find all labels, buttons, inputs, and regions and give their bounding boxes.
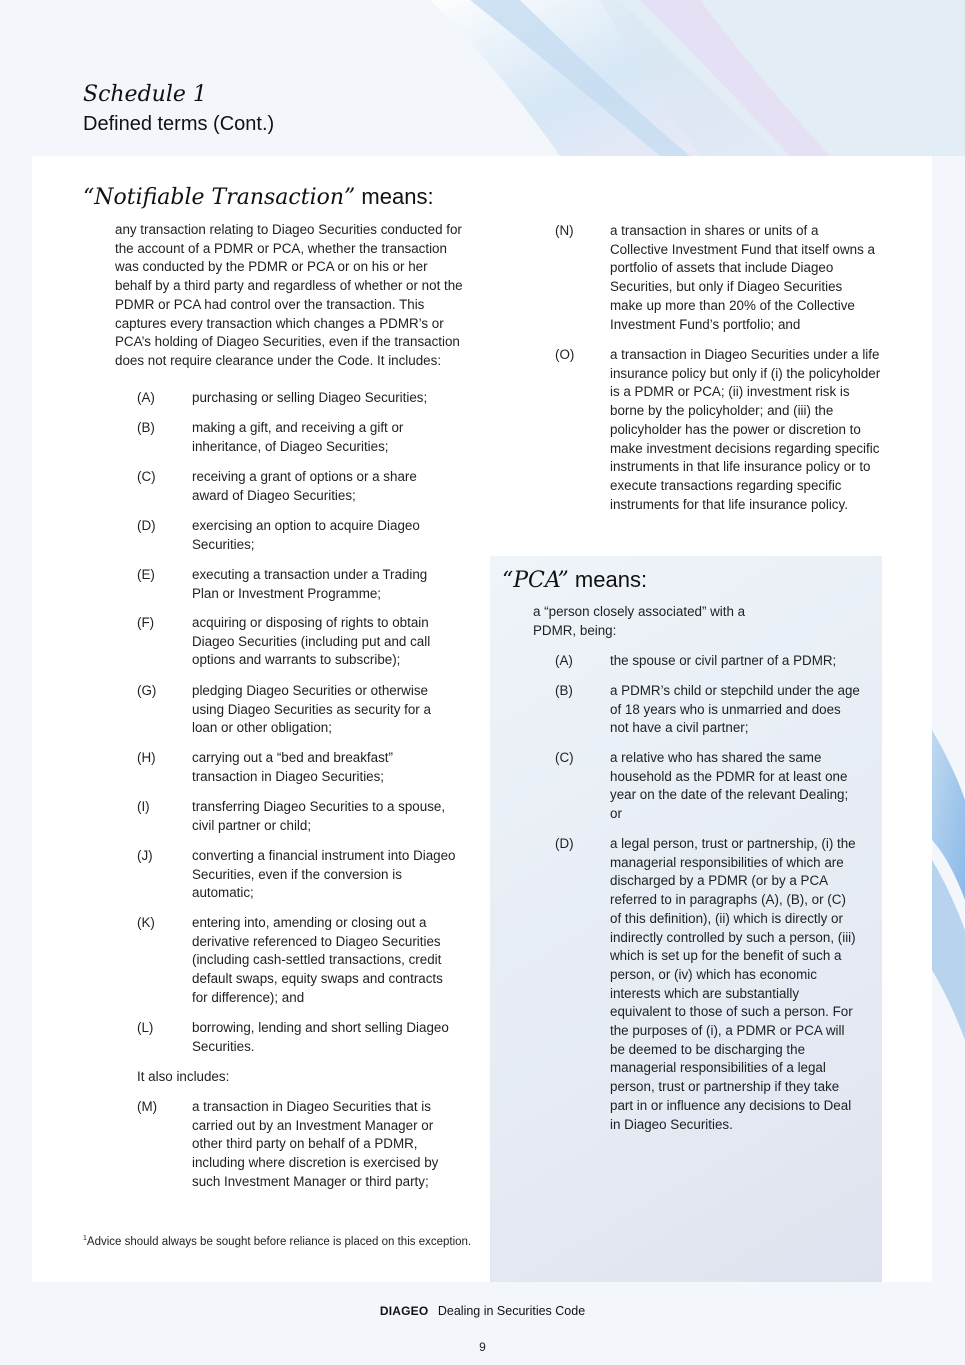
item-label: (A): [555, 653, 573, 668]
item-label: (B): [137, 420, 155, 435]
item-text: transferring Diageo Securities to a spouse, civil partner or child;: [192, 799, 446, 833]
item-label: (E): [137, 567, 155, 582]
item-label: (N): [555, 223, 574, 238]
item-label: (G): [137, 683, 157, 698]
also-includes-label: It also includes:: [137, 1069, 230, 1084]
item-label: (A): [137, 390, 155, 405]
item-text: acquiring or disposing of rights to obtain Diageo Securities (including put and call options and warrants to subscribe);: [192, 615, 431, 668]
item-label: (H): [137, 750, 156, 765]
notifiable-transaction-heading: [83, 183, 434, 212]
item-label: (C): [555, 750, 574, 765]
item-text: a legal person, trust or partnership, (i) the managerial responsibilities of which are discharged by a PDMR (or by a PCA referred to in paragraphs (A), (B), or (C) of this definition), (ii) which is directly or indirectly controlled by such a person, (iii) which is set up for the benefit of such a person, or (iv) which has economic interests which are substantially equivalent to those of such a person. For the purposes of (i), a PDMR or PCA will be deemed to be discharging the managerial responsibilities of a legal person, trust or partnership if they take part in or influence any decisions to Deal in Diageo Securities.: [610, 836, 856, 1132]
means-label: means:: [574, 567, 648, 592]
pca-intro: a “person closely associated” with a PDMR, being:: [533, 604, 746, 638]
item-text: making a gift, and receiving a gift or inheritance, of Diageo Securities;: [192, 420, 404, 454]
item-text: a transaction in Diageo Securities under a life insurance policy but only if (i) the policyholder is a PDMR or PCA; (ii) investment risk is borne by the policyholder; and (iii) the policyholder has the power or discretion to make investment decisions regarding specific instruments in that life insurance policy or to execute transactions regarding specific instruments for that life insurance policy.: [610, 347, 881, 512]
item-text: exercising an option to acquire Diageo Securities;: [192, 518, 420, 552]
item-text: the spouse or civil partner of a PDMR;: [610, 653, 837, 668]
item-text: purchasing or selling Diageo Securities;: [192, 390, 428, 405]
section-subtitle: Defined terms (Cont.): [83, 113, 275, 135]
item-label: (O): [555, 347, 575, 362]
item-label: (B): [555, 683, 573, 698]
item-label: (L): [137, 1020, 154, 1035]
notifiable-transaction-term: “Notifiable Transaction”: [83, 185, 356, 210]
item-text: carrying out a “bed and breakfast” transaction in Diageo Securities;: [192, 750, 393, 784]
item-label: (J): [137, 848, 153, 863]
item-text: borrowing, lending and short selling Diageo Securities.: [192, 1020, 449, 1054]
item-text: a transaction in Diageo Securities that is carried out by an Investment Manager or other third party on behalf of a PDMR, including where discretion is exercised by such Investment Manager or third party;: [192, 1099, 439, 1189]
item-label: (K): [137, 915, 155, 930]
diageo-logo: DIAGEO: [379, 1304, 429, 1318]
item-label: (D): [137, 518, 156, 533]
footnote-marker: 1: [83, 1235, 87, 1242]
item-label: (F): [137, 615, 155, 630]
pca-term: “PCA”: [502, 568, 569, 593]
item-label: (I): [137, 799, 150, 814]
means-label: means:: [361, 184, 434, 209]
footnote-text: Advice should always be sought before reliance is placed on this exception.: [86, 1235, 472, 1248]
footnote: [83, 1231, 471, 1250]
item-label: (C): [137, 469, 156, 484]
item-text: pledging Diageo Securities or otherwise using Diageo Securities as security for a loan or other obligation;: [192, 683, 431, 736]
item-text: entering into, amending or closing out a derivative referenced to Diageo Securities (including cash-settled transactions, credit default swaps, equity swaps and contracts for difference); and: [192, 915, 443, 1005]
item-text: a PDMR’s child or stepchild under the age of 18 years who is unmarried and does not have a civil partner;: [610, 683, 860, 736]
notifiable-intro: any transaction relating to Diageo Securities conducted for the account of a PDMR or PCA, whether the transaction was conducted by the PDMR or PCA or on his or her behalf by a third party and regardless of whether or not the PDMR or PCA had control over the transaction. This captures every transaction which changes a PDMR’s or PCA’s holding of Diageo Securities, even if the transaction does not require clearance under the Code. It includes:: [115, 222, 463, 368]
item-text: converting a financial instrument into Diageo Securities, even if the conversion is automatic;: [192, 848, 456, 901]
item-text: a relative who has shared the same household as the PDMR for at least one year on the date of the relevant Dealing; or: [610, 750, 849, 822]
schedule-label: Schedule 1: [83, 82, 207, 107]
pca-heading: [502, 566, 647, 595]
item-text: receiving a grant of options or a share award of Diageo Securities;: [192, 469, 417, 503]
page-header: [83, 80, 274, 138]
item-text: executing a transaction under a Trading Plan or Investment Programme;: [192, 567, 428, 601]
item-label: (D): [555, 836, 574, 851]
document-title: Dealing in Securities Code: [437, 1304, 586, 1318]
item-label: (M): [137, 1099, 158, 1114]
item-text: a transaction in shares or units of a Collective Investment Fund that itself owns a portfolio of assets that include Diageo Securities, but only if Diageo Securities make up more than 20% of the Collective Investment Fund’s portfolio; and: [610, 223, 875, 332]
page-number: 9: [479, 1340, 486, 1354]
page-footer: [0, 1304, 965, 1318]
